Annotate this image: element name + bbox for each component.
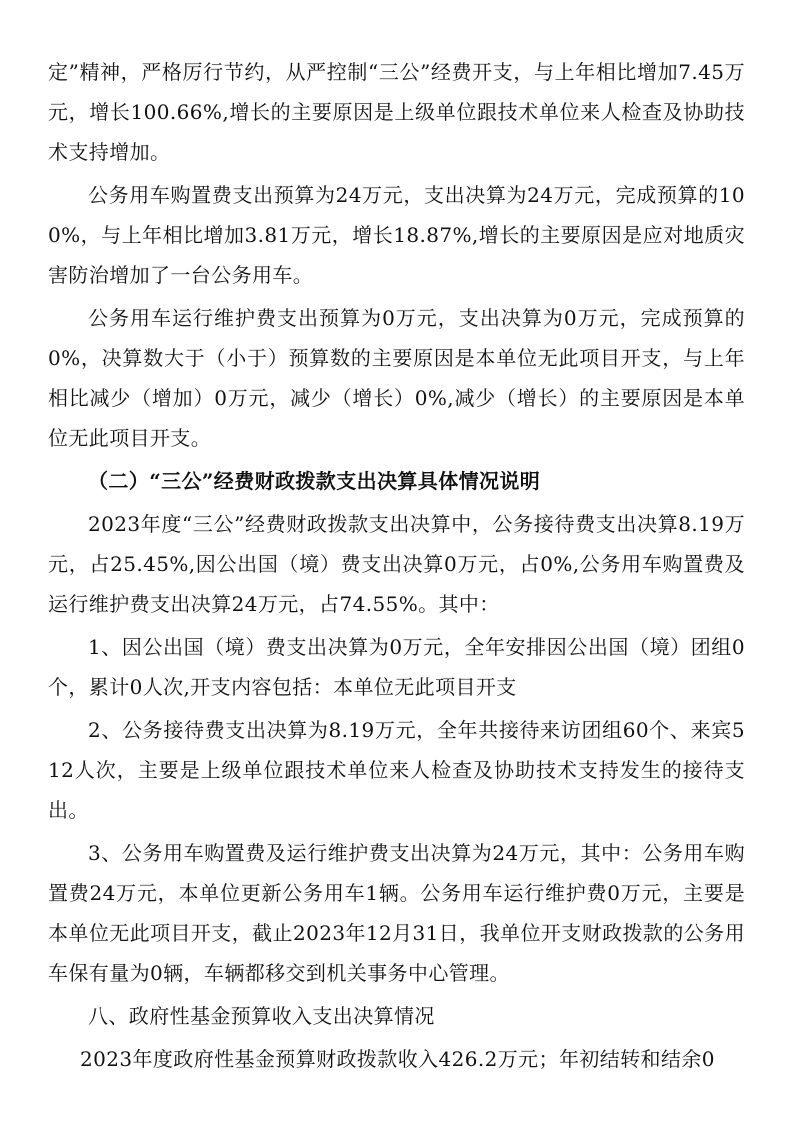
paragraph-8: 2023年度政府性基金预算财政拨款收入426.2万元；年初结转和结余0	[80, 1047, 715, 1071]
paragraph-7: 3、公务用车购置费及运行维护费支出决算为24万元，其中：公务用车购置费24万元，本单位更新公务用车1辆。公务用车运行维护费0万元，主要是本单位无此项目开支，截止2023年12月31日，我单位开支财政拨款的公务用车保有量为0辆，车辆都移交到机关事务中心管理。	[48, 841, 745, 985]
section-heading: （二）“三公”经费财政拨款支出决算具体情况说明	[88, 469, 541, 493]
paragraph-6: 2、公务接待费支出决算为8.19万元，全年共接待来访团组60个、来宾512人次，主要是上级单位跟技术单位来人检查及协助技术支持发生的接待支出。	[48, 718, 745, 822]
paragraph-5: 1、因公出国（境）费支出决算为0万元，全年安排因公出国（境）团组0个，累计0人次,开支内容包括：本单位无此项目开支	[48, 635, 745, 699]
paragraph-1: 定”精神，严格厉行节约，从严控制“三公”经费开支，与上年相比增加7.45万元，增长100.66%,增长的主要原因是上级单位跟技术单位来人检查及协助技术支持增加。	[48, 60, 745, 164]
paragraph-4: 2023年度“三公”经费财政拨款支出决算中，公务接待费支出决算8.19万元，占25.45%,因公出国（境）费支出决算0万元，占0%,公务用车购置费及运行维护费支出决算24万元，占74.55%。其中：	[48, 512, 745, 616]
paragraph-3: 公务用车运行维护费支出预算为0万元，支出决算为0万元，完成预算的0%，决算数大于（小于）预算数的主要原因是本单位无此项目开支，与上年相比减少（增加）0万元，减少（增长）0%,减少（增长）的主要原因是本单位无此项目开支。	[48, 306, 745, 450]
paragraph-2: 公务用车购置费支出预算为24万元，支出决算为24万元，完成预算的100%，与上年相比增加3.81万元，增长18.87%,增长的主要原因是应对地质灾害防治增加了一台公务用车。	[48, 183, 745, 287]
section-title-eight: 八、政府性基金预算收入支出决算情况	[88, 1004, 435, 1028]
